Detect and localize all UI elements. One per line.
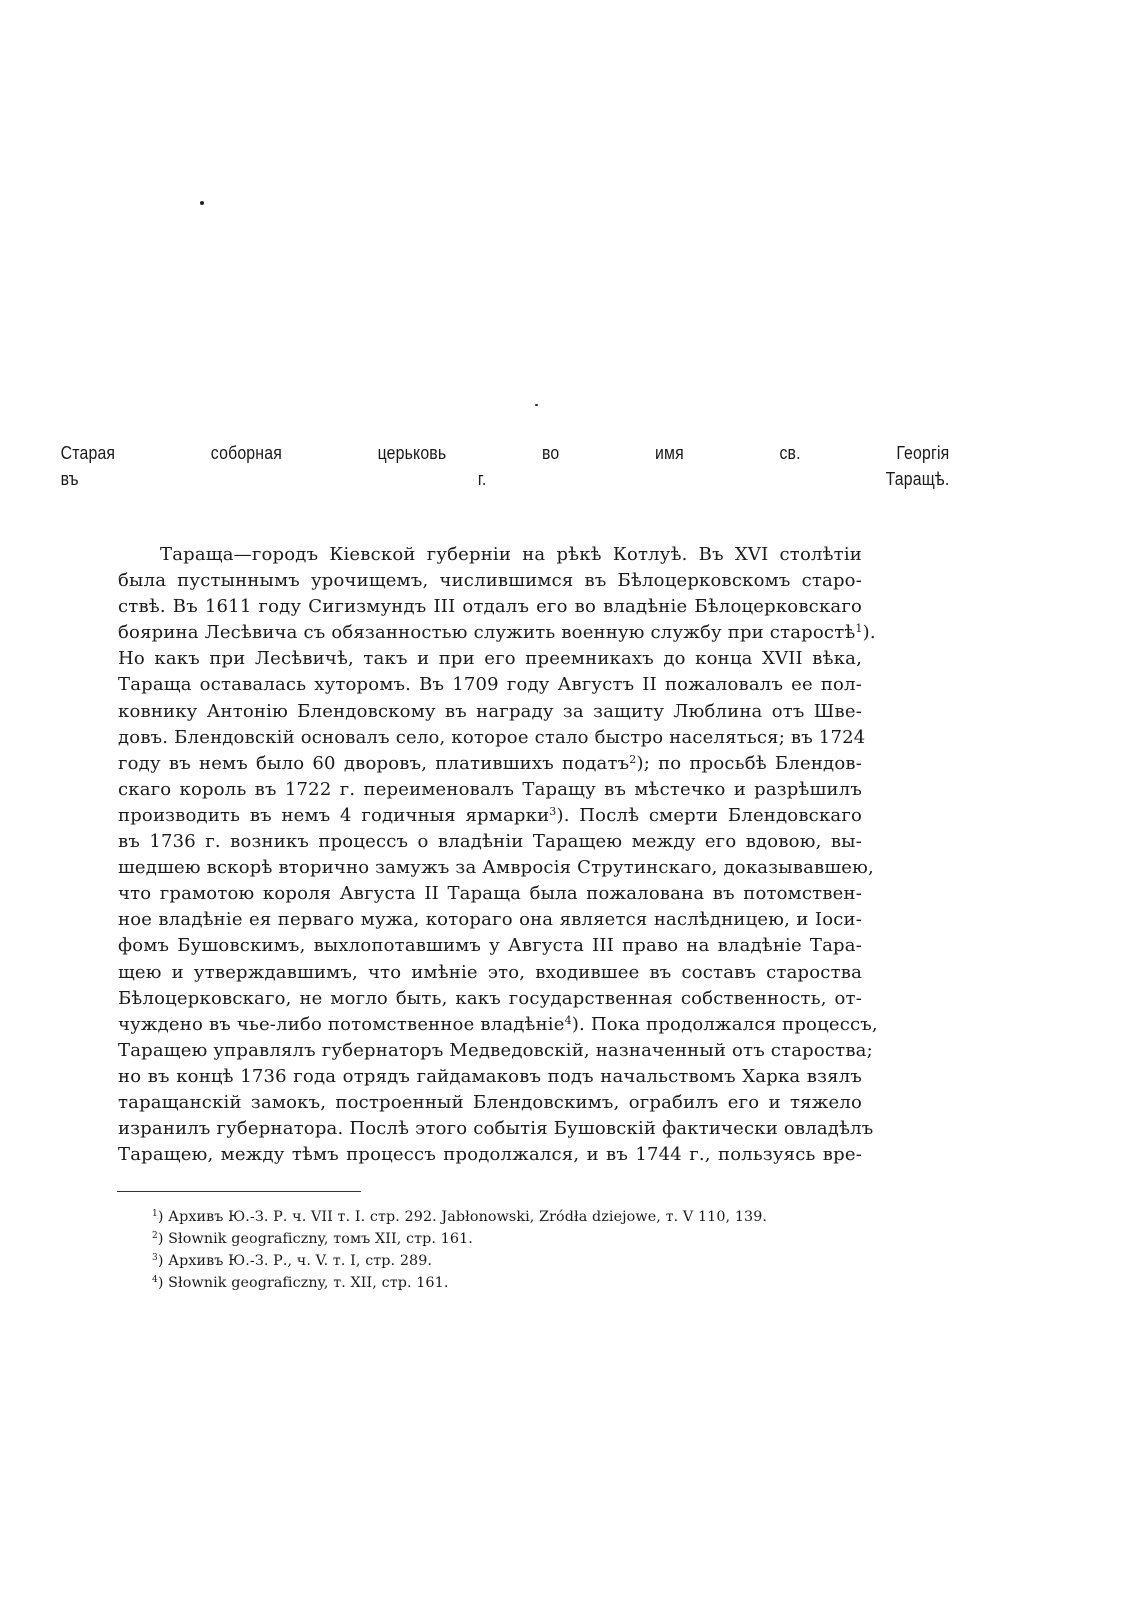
body-line-text: Бѣлоцерковскаго, не могло быть, какъ государственная собственность, от- [118, 987, 862, 1009]
body-line [118, 672, 862, 698]
body-line [118, 1064, 862, 1090]
body-line-text: въ 1736 г. возникъ процессъ о владѣніи Таращею между его вдовою, вы- [118, 831, 862, 853]
body-line-text: фомъ Бушовскимъ, выхлопотавшимъ у Августа III право на владѣніе Тара- [118, 935, 862, 957]
body-line [118, 620, 876, 646]
body-line-text: Но какъ при Лесѣвичѣ, такъ и при его преемникахъ до конца XVII вѣка, [118, 648, 862, 670]
body-line [118, 646, 862, 672]
body-line-text: Таращею управлялъ губернаторъ Медведовскій, назначенный отъ староства; [118, 1039, 873, 1061]
body-line [118, 725, 866, 751]
body-line-text: ); по просьбѣ Блендов- [636, 752, 862, 774]
body-line-text: таращанскій замокъ, построенный Блендовскимъ, ограбилъ его и тяжело [118, 1091, 862, 1113]
body-line-text: Тараща оставалась хуторомъ. Въ 1709 году Августъ II пожаловалъ ее пол- [118, 674, 862, 696]
footnote-divider [117, 1191, 361, 1192]
body-line-text: производить въ немъ 4 годичныя ярмарки [118, 804, 550, 826]
body-line-text: чуждено въ чье-либо потомственное владѣніе [118, 1013, 565, 1035]
body-line [118, 1038, 873, 1064]
footnote-reference: 4 [564, 1013, 572, 1027]
body-line [118, 881, 862, 907]
footnote-text: ) Архивъ Ю.-З. Р. ч. VII т. I. стр. 292. Jabłonowski, Zródła dziejowe, т. V 110, 139. [157, 1209, 768, 1225]
body-line-text: Таращею, между тѣмъ процессъ продолжался, и въ 1744 г., пользуясь вре- [118, 1144, 862, 1166]
body-line-text: изранилъ губернатора. Послѣ этого событія Бушовскій фактически овладѣлъ [118, 1118, 874, 1140]
footnote [152, 1250, 872, 1272]
footnote-reference: 2 [629, 752, 637, 766]
page-title [61, 440, 950, 492]
footnote-text: ) Słownik geograficzny, томъ XII, стр. 161. [157, 1231, 473, 1247]
body-line-text: ). Пока продолжался процессъ, [571, 1013, 878, 1035]
body-line-text: но въ концѣ 1736 года отрядъ гайдамаковъ подъ начальствомъ Харка взялъ [118, 1065, 862, 1087]
body-line [118, 751, 862, 777]
body-line [118, 1012, 878, 1038]
footnote-text: ) Słownik geograficzny, т. XII, стр. 161. [157, 1275, 449, 1291]
footnote-text: ) Архивъ Ю.-З. Р., ч. V. т. I, стр. 289. [157, 1253, 433, 1269]
title-line-2: въ г. Таращѣ. [60, 469, 950, 490]
footnote [152, 1272, 872, 1294]
footnote-reference: 1 [855, 622, 863, 636]
body-line-text: ). Послѣ смерти Блендовскаго [556, 804, 862, 826]
footnote-mark: 4 [152, 1275, 158, 1285]
footnote-reference: 3 [549, 804, 557, 818]
body-line [118, 960, 862, 986]
body-line-text: щею и утверждавшимъ, что имѣніе это, входившее въ составъ староства [118, 961, 862, 983]
body-line-text: довъ. Блендовскій основалъ село, которое стало быстро населяться; въ 1724 [118, 726, 866, 748]
body-line [118, 829, 862, 855]
body-line [118, 1090, 862, 1116]
body-line-text: ковнику Антонію Блендовскому въ награду за защиту Люблина отъ Шве- [118, 700, 862, 722]
body-line [118, 986, 862, 1012]
body-line-text: что грамотою короля Августа II Тараща была пожалована въ потомствен- [118, 883, 862, 905]
footnote-mark: 1 [152, 1209, 158, 1219]
body-line-text: году въ немъ было 60 дворовъ, платившихъ податъ [118, 752, 630, 774]
body-line-text: шедшею вскорѣ вторично замужъ за Амвросія Струтинскаго, доказывавшею, [118, 857, 874, 879]
body-line-text: ное владѣніе ея перваго мужа, котораго она является наслѣдницею, и Іоси- [118, 909, 862, 931]
footnote-mark: 2 [152, 1231, 158, 1241]
body-line [118, 777, 862, 803]
body-text [118, 542, 878, 1168]
body-line-text: ). [862, 622, 876, 644]
body-line-text: боярина Лесѣвича съ обязанностью служить военную службу при старостѣ [118, 622, 856, 644]
body-line [118, 933, 862, 959]
body-line-text: ствѣ. Въ 1611 году Сигизмундъ III отдалъ его во владѣніе Бѣлоцерковскаго [118, 596, 862, 618]
body-line [118, 699, 862, 725]
footnote [152, 1228, 872, 1250]
body-line [118, 542, 862, 568]
body-line [118, 907, 862, 933]
title-line-1: Старая соборная церьковь во имя св. Георгія [60, 443, 950, 463]
body-line-text: Тараща—городъ Кіевской губерніи на рѣкѣ Котлуѣ. Въ XVI столѣтіи [160, 544, 862, 565]
body-line [118, 1116, 874, 1142]
footnote [152, 1206, 872, 1228]
body-line [118, 1142, 862, 1168]
footnotes [152, 1206, 872, 1294]
scan-speck [200, 201, 204, 205]
footnote-mark: 3 [152, 1253, 158, 1263]
body-line-text: скаго король въ 1722 г. переименовалъ Таращу въ мѣстечко и разрѣшилъ [118, 778, 862, 800]
body-line-text: была пустыннымъ урочищемъ, числившимся въ Бѣлоцерковскомъ старо- [118, 570, 862, 592]
body-line [118, 594, 862, 620]
scan-speck [535, 404, 538, 406]
body-line [118, 803, 862, 829]
body-line [118, 568, 862, 594]
body-line [118, 855, 874, 881]
